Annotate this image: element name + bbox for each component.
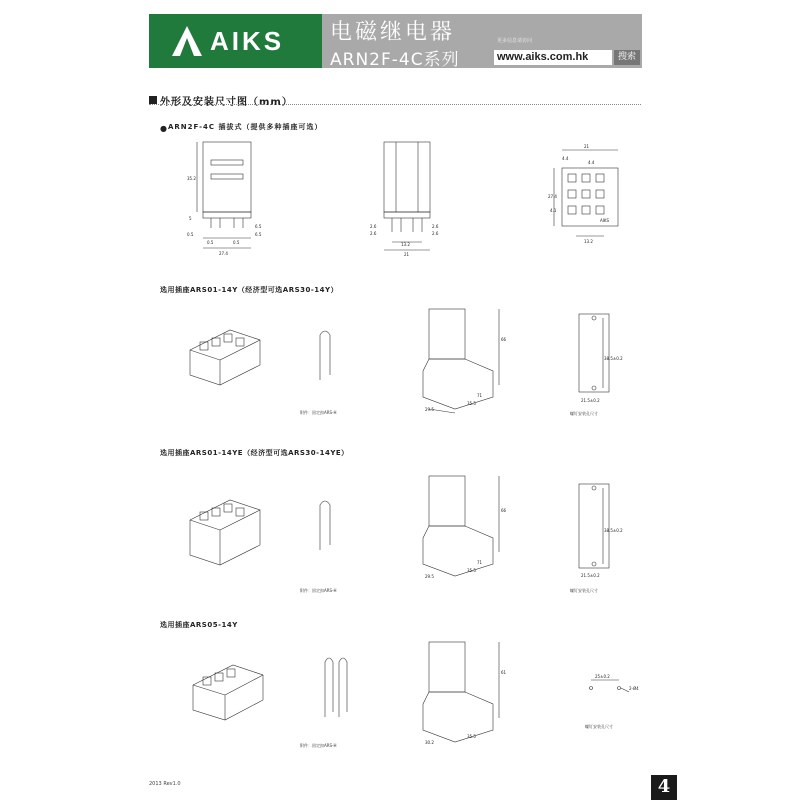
panel-drawing-3 xyxy=(585,672,645,702)
relay-bottom-drawing xyxy=(548,140,628,250)
dim-label: 4.4 xyxy=(562,156,569,161)
dim-label: 4.4 xyxy=(588,160,595,165)
dim-label: 38.5±0.2 xyxy=(604,528,623,533)
dim-label: 2.6 xyxy=(370,231,377,236)
panel-caption-1: 螺钉安装孔尺寸 xyxy=(570,411,598,416)
dim-label: 66 xyxy=(501,337,507,342)
dim-label: 71 xyxy=(477,560,483,565)
url-text[interactable]: www.aiks.com.hk xyxy=(497,51,589,63)
dim-label: 25±0.2 xyxy=(595,674,610,679)
panel-drawing-1 xyxy=(575,310,623,405)
dim-label: 6.5 xyxy=(255,224,262,229)
dim-label: 2.6 xyxy=(432,231,439,236)
panel-drawing-2 xyxy=(575,480,623,580)
clip-drawing-2 xyxy=(310,495,340,555)
dim-label: 2-Ø4 xyxy=(629,686,639,691)
search-button[interactable]: 搜索 xyxy=(614,50,640,65)
dim-label: 30.2 xyxy=(425,740,434,745)
dim-label: 0.5 xyxy=(207,240,214,245)
relay-side-drawing xyxy=(370,140,450,260)
socket-title-3: 选用插座ARS05-14Y xyxy=(160,621,238,629)
dim-label: 38.5±0.2 xyxy=(604,356,623,361)
dim-label: 35.2 xyxy=(187,176,196,181)
dim-label: 71 xyxy=(477,393,483,398)
dim-label: 27.4 xyxy=(548,194,557,199)
dim-label: 29.5 xyxy=(425,407,434,412)
dim-label: 2.6 xyxy=(370,224,377,229)
dim-label: AIKS xyxy=(600,218,610,223)
dim-label: 13.2 xyxy=(401,242,410,247)
dim-label: 6.5 xyxy=(255,232,262,237)
clip-drawing-1 xyxy=(310,325,340,385)
section-title: 外形及安装尺寸图（mm） xyxy=(160,97,293,108)
panel-caption-3: 螺钉安装孔尺寸 xyxy=(585,724,613,729)
model-title: ARN2F-4C 插拔式（提供多种插座可选） xyxy=(168,123,323,131)
panel-caption-2: 螺钉安装孔尺寸 xyxy=(570,588,598,593)
version-label: 2013 Rev1.0 xyxy=(149,781,181,787)
dim-label: 4.1 xyxy=(550,208,557,213)
dim-label: 2.6 xyxy=(432,224,439,229)
dim-label: 21.5±0.2 xyxy=(581,573,600,578)
dim-label: 35.5 xyxy=(467,401,476,406)
clip-caption-3: 附件：固定扣ARS-H xyxy=(300,743,337,748)
series-title: ARN2F-4C系列 xyxy=(330,50,460,70)
socket-drawing-2 xyxy=(180,490,270,570)
page-title: 电磁继电器 xyxy=(330,20,456,45)
dim-label: 0.5 xyxy=(187,232,194,237)
socket-title-1: 选用插座ARS01-14Y（经济型可选ARS30-14Y） xyxy=(160,286,339,294)
clip-caption-2: 附件：固定扣ARS-H xyxy=(300,588,337,593)
socket-drawing-1 xyxy=(180,320,270,390)
socket-assembly-3 xyxy=(415,638,505,748)
dim-label: 29.5 xyxy=(425,574,434,579)
socket-assembly-2 xyxy=(415,472,505,582)
dim-label: 0.5 xyxy=(233,240,240,245)
socket-title-2: 选用插座ARS01-14YE（经济型可选ARS30-14YE） xyxy=(160,449,349,457)
relay-front-drawing xyxy=(185,140,275,260)
dim-label: 35.5 xyxy=(467,568,476,573)
socket-assembly-1 xyxy=(415,305,505,415)
dim-label: 13.2 xyxy=(584,239,593,244)
clip-drawing-3 xyxy=(315,652,355,722)
visit-note: 更多信息请访问 xyxy=(497,38,533,44)
dim-label: 35.5 xyxy=(467,734,476,739)
logo-a-icon xyxy=(170,24,204,58)
dim-label: 66 xyxy=(501,508,507,513)
bullet-icon: ● xyxy=(160,124,167,133)
brand-logo-text: AIKS xyxy=(210,26,285,56)
section-marker-icon xyxy=(149,96,157,104)
clip-caption-1: 附件：固定扣ARS-H xyxy=(300,410,337,415)
dim-label: 27.4 xyxy=(219,251,228,256)
dim-label: 21.5±0.2 xyxy=(581,398,600,403)
section-divider xyxy=(149,104,641,105)
dim-label: 5 xyxy=(189,216,192,221)
page-number: 4 xyxy=(657,776,671,797)
socket-drawing-3 xyxy=(185,655,270,725)
dim-label: 21 xyxy=(404,252,410,257)
dim-label: 61 xyxy=(501,670,507,675)
dim-label: 21 xyxy=(584,144,590,149)
